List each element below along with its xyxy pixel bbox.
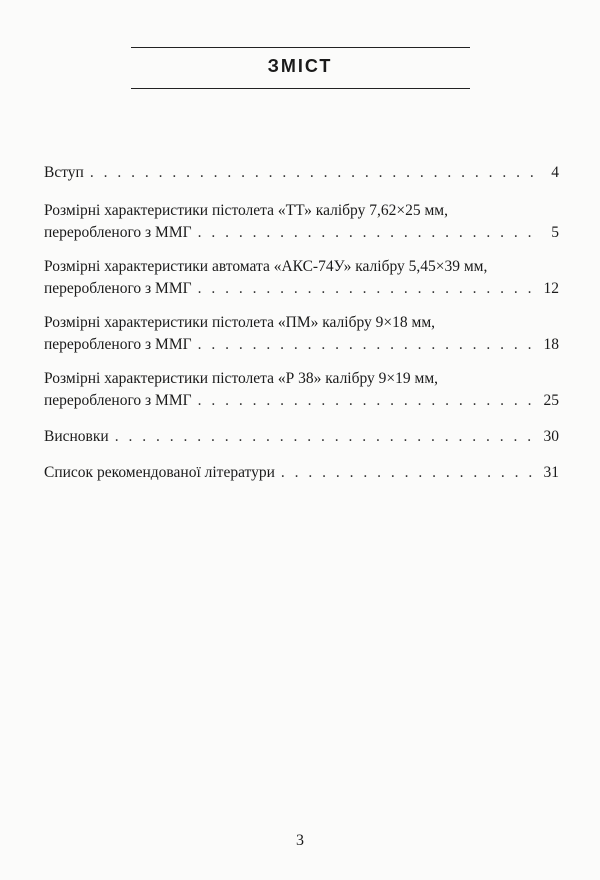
toc-entry-title-line2: переробленого з ММГ — [44, 280, 192, 297]
dot-leader — [281, 462, 535, 484]
toc-entry-references[interactable] — [44, 462, 559, 484]
toc-page-number: 4 — [551, 164, 559, 181]
toc-entry-title: Висновки — [44, 428, 109, 445]
toc-entry-title: Список рекомендованої літератури — [44, 464, 275, 481]
toc-page-number: 30 — [543, 428, 559, 445]
toc-entry-tt[interactable] — [44, 200, 559, 244]
toc-entry-title-line2: переробленого з ММГ — [44, 224, 192, 241]
toc-entry-title-line1: Розмірні характеристики автомата «АКС-74У» калібру 5,45×39 мм, — [44, 258, 488, 275]
dot-leader — [115, 426, 535, 448]
toc-page-number: 18 — [543, 336, 559, 353]
toc-entry-title-line1: Розмірні характеристики пістолета «ТТ» калібру 7,62×25 мм, — [44, 202, 448, 219]
toc-entry-title-line1: Розмірні характеристики пістолета «ПМ» калібру 9×18 мм, — [44, 314, 436, 331]
toc-entry-conclusions[interactable] — [44, 426, 559, 448]
toc-page-number: 12 — [543, 280, 559, 297]
dot-leader — [90, 162, 535, 184]
dot-leader — [198, 278, 535, 300]
toc-entry-title: Вступ — [44, 164, 84, 181]
toc-entry-p38[interactable] — [44, 368, 559, 412]
toc-page-number: 25 — [543, 392, 559, 409]
page-number: 3 — [296, 832, 304, 849]
toc-page-number: 5 — [551, 224, 559, 241]
dot-leader — [198, 390, 535, 412]
page-title: ЗМІСТ — [267, 56, 333, 76]
toc-entry-aks74u[interactable] — [44, 256, 559, 300]
toc-entry-title-line2: переробленого з ММГ — [44, 336, 192, 353]
toc-entry-title-line1: Розмірні характеристики пістолета «Р 38» калібру 9×19 мм, — [44, 370, 439, 387]
toc-entry-pm[interactable] — [44, 312, 559, 356]
toc-entry-intro[interactable] — [44, 162, 559, 184]
dot-leader — [198, 334, 535, 356]
dot-leader — [198, 222, 535, 244]
toc-entry-title-line2: переробленого з ММГ — [44, 392, 192, 409]
toc-page-number: 31 — [543, 464, 559, 481]
